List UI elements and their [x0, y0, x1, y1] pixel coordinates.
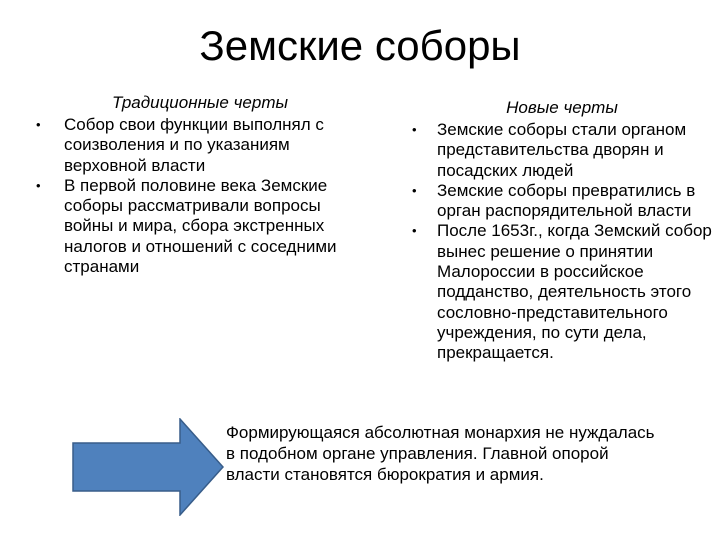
traditional-features-list	[36, 115, 354, 277]
new-features-column	[412, 97, 712, 364]
list-item-text: В первой половине века Земские соборы рассматривали вопросы войны и мира, сбора экстренных налогов и отношений с соседними странами	[64, 175, 337, 277]
list-item-text: Собор свои функции выполнял с соизволения и по указаниям верховной власти	[64, 115, 324, 175]
traditional-features-heading: Традиционные черты	[112, 93, 288, 112]
list-item-text: После 1653г., когда Земский собор вынес решение о принятии Малороссии в российское подданство, деятельность этого сословно-представительного учреждения, по сути дела, прекращается.	[437, 221, 712, 363]
bullet-icon: •	[412, 122, 417, 137]
list-item	[412, 120, 712, 181]
list-item	[36, 115, 354, 176]
list-item	[412, 181, 712, 222]
new-features-heading: Новые черты	[506, 98, 618, 117]
list-item	[412, 221, 712, 363]
slide-title: Земские соборы	[199, 22, 521, 69]
list-item-text: Земские соборы стали органом представительства дворян и посадских людей	[437, 120, 687, 180]
bullet-icon: •	[36, 177, 41, 193]
new-features-list	[412, 120, 712, 364]
right-arrow-icon	[72, 418, 224, 516]
traditional-features-column	[36, 92, 354, 277]
conclusion-text: Формирующаяся абсолютная монархия не нуждалась в подобном органе управления. Главной опорой власти становятся бюрократия и армия.	[226, 423, 655, 484]
arrow-shape	[73, 419, 223, 515]
list-item	[36, 176, 354, 277]
list-item-text: Земские соборы превратились в орган распорядительной власти	[437, 180, 696, 221]
bullet-icon: •	[36, 117, 41, 132]
bullet-icon: •	[412, 223, 417, 239]
bullet-icon: •	[412, 182, 417, 198]
